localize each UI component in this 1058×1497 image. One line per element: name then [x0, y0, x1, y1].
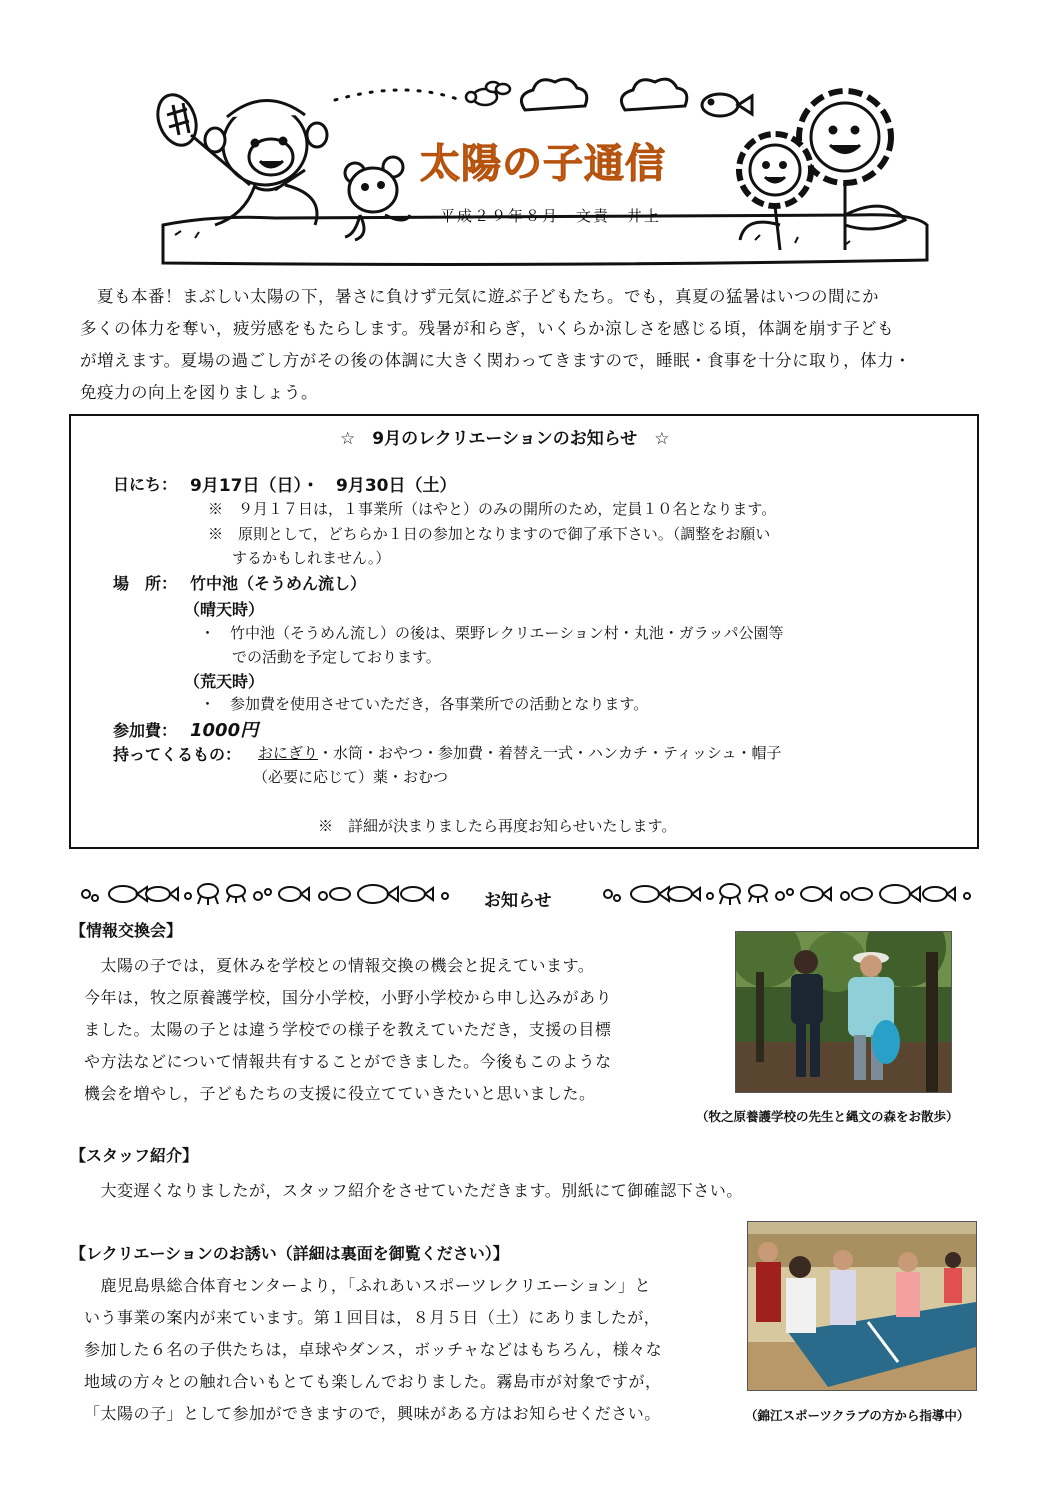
info-exchange-heading: 【情報交換会】 — [70, 921, 183, 940]
rec-line: 鹿児島県総合体育センターより，「ふれあいスポーツレクリエーション」と — [84, 1276, 651, 1295]
sea-creature-border-left — [78, 880, 458, 910]
place-label: 場 所： — [113, 574, 178, 593]
place-value: 竹中池（そうめん流し） — [190, 574, 367, 593]
sunflower-icon — [739, 91, 905, 250]
rec-line: いう事業の案内が来ています。第１回目は，８月５日（土）にありましたが， — [84, 1308, 661, 1327]
date-note: するかもしれません。） — [232, 549, 391, 567]
box-footer-note: ※ 詳細が決まりましたら再度お知らせいたします。 — [318, 817, 677, 835]
date-note: ※ 原則として，どちらか１日の参加となりますので御了承下さい。（調整をお願い — [208, 525, 771, 543]
mouse-icon — [345, 157, 410, 240]
bring-list — [258, 742, 782, 763]
sunny-plan: ・ 竹中池（そうめん流し）の後は、栗野レクリエーション村・丸池・ガラッパ公園等 — [200, 624, 784, 642]
bee-icon — [466, 82, 510, 105]
forest-walk-photo — [735, 931, 952, 1093]
table-tennis-photo — [747, 1221, 977, 1391]
bring-rest: ・水筒・おやつ・参加費・着替え一式・ハンカチ・ティッシュ・帽子 — [318, 744, 782, 762]
rec-line: 参加した６名の子供たちは，卓球やダンス，ボッチャなどはもちろん，様々な — [84, 1340, 663, 1359]
info-line: や方法などについて情報共有することができました。今後もこのような — [84, 1052, 612, 1071]
intro-line: が増えます。夏場の過ごし方がその後の体調に大きく関わってきますので，睡眠・食事を十分に取り，体力・ — [80, 351, 912, 370]
date-note: ※ ９月１７日は，１事業所（はやと）のみの開所のため，定員１０名となります。 — [208, 500, 777, 518]
fee-value: 1000円 — [190, 720, 259, 741]
newsletter-title: 太陽の子通信 — [420, 141, 666, 187]
intro-line: 免疫力の向上を図りましょう。 — [80, 383, 318, 402]
notices-title: お知らせ — [484, 891, 552, 911]
fee-label: 参加費： — [113, 721, 178, 740]
intro-line: 夏も本番！まぶしい太陽の下，暑さに負けず元気に遊ぶ子どもたち。でも，真夏の猛暑はいつの間にか — [80, 287, 879, 306]
recreation-invite-heading: 【レクリエーションのお誘い（詳細は裏面を御覧ください）】 — [70, 1244, 509, 1263]
cloud-icon — [521, 79, 686, 110]
info-line: 太陽の子では，夏休みを学校との情報交換の機会と捉えています。 — [84, 956, 595, 975]
staff-heading: 【スタッフ紹介】 — [70, 1146, 199, 1165]
fish-icon — [702, 94, 752, 116]
sea-creature-border-right — [600, 880, 985, 910]
staff-text: 大変遅くなりましたが，スタッフ紹介をさせていただきます。別紙にて御確認下さい。 — [84, 1181, 743, 1200]
intro-line: 多くの体力を奪い，疲労感をもたらします。残暑が和らぎ，いくらか涼しさを感じる頃，体調を崩す子ども — [80, 319, 895, 338]
photo-caption: （錦江スポーツクラブの方から指導中） — [745, 1408, 970, 1423]
info-line: 機会を増やし，子どもたちの支援に役立てていきたいと思いました。 — [84, 1084, 596, 1103]
sunny-plan: での活動を予定しております。 — [232, 648, 441, 666]
info-line: ました。太陽の子とは違う学校での様子を教えていただき，支援の目標 — [84, 1020, 612, 1039]
rainy-plan: ・ 参加費を使用させていただき，各事業所での活動となります。 — [200, 695, 649, 713]
info-line: 今年は，牧之原養護学校，国分小学校，小野小学校から申し込みがあり — [84, 988, 613, 1007]
dateline: 平成２９年８月 文責 井上 — [440, 207, 662, 225]
bring-list-optional: （必要に応じて）薬・おむつ — [253, 768, 449, 786]
sunny-label: （晴天時） — [184, 600, 265, 619]
bring-label: 持ってくるもの： — [113, 745, 242, 764]
photo-caption: （牧之原養護学校の先生と縄文の森をお散歩） — [696, 1109, 959, 1124]
date-value: 9月17日（日）・ 9月30日（土） — [190, 476, 457, 496]
date-label: 日にち： — [113, 475, 178, 494]
rec-line: 「太陽の子」として参加ができますので，興味がある方はお知らせください。 — [84, 1404, 661, 1423]
bring-onigiri: おにぎり — [258, 744, 319, 762]
box-title: ☆ 9月のレクリエーションのお知らせ ☆ — [340, 429, 670, 449]
rec-line: 地域の方々との触れ合いもとても楽しんでおりました。霧島市が対象ですが， — [84, 1372, 662, 1391]
rainy-label: （荒天時） — [184, 672, 265, 691]
